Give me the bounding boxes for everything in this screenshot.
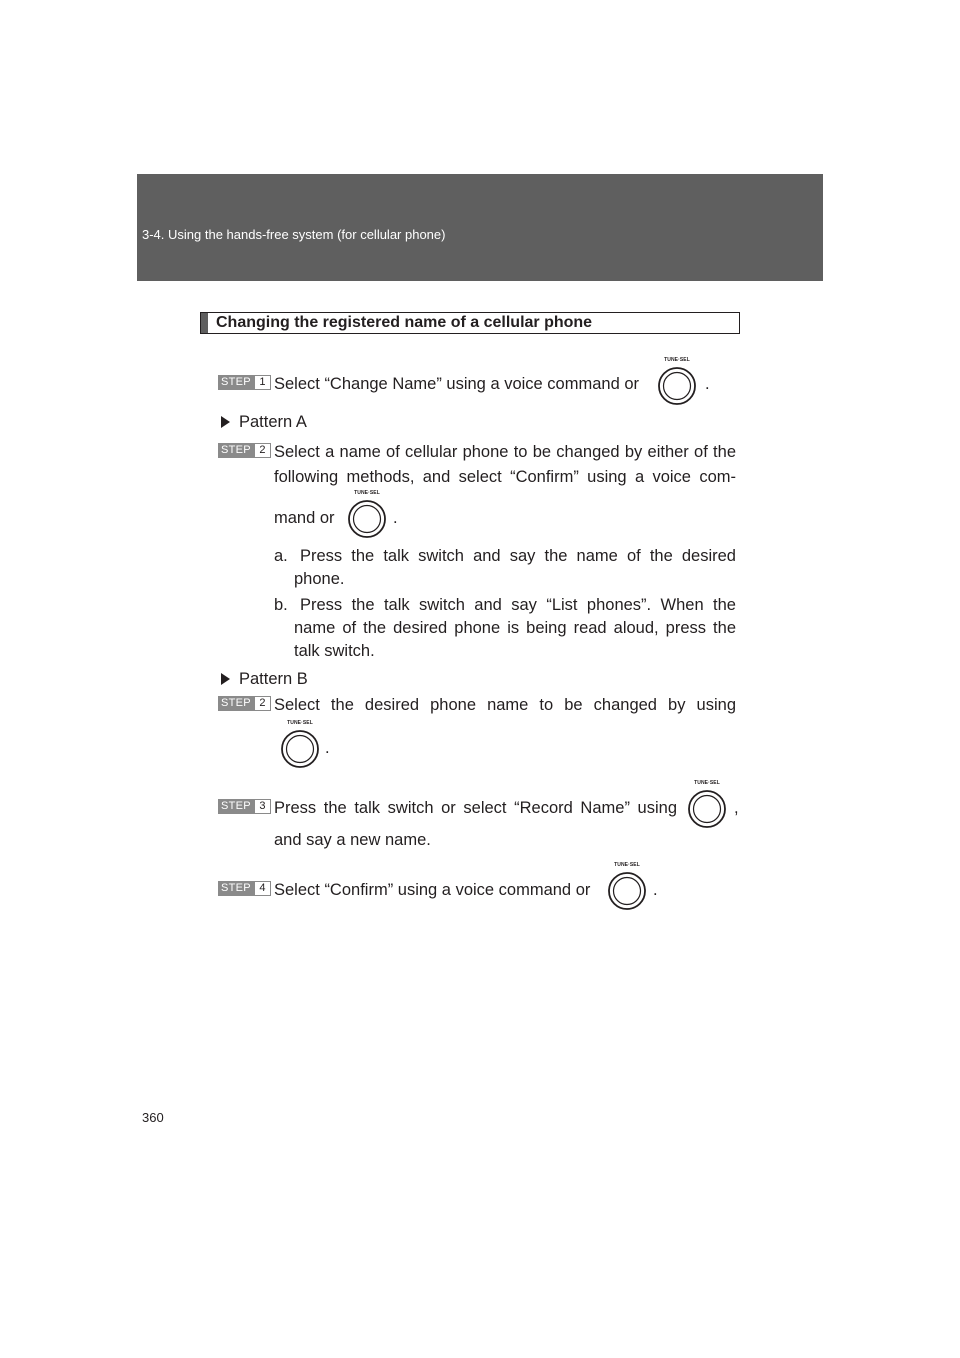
section-accent — [201, 313, 208, 333]
tune-sel-knob-icon — [654, 357, 700, 413]
step-2a-line-2: following methods, and select “Confirm” using a voice com- — [274, 468, 736, 486]
tune-sel-knob-icon — [344, 490, 390, 546]
page-number: 360 — [142, 1110, 164, 1125]
item-a-marker: a. — [274, 547, 288, 565]
tune-sel-knob-icon — [684, 780, 730, 836]
knob-label: TUNE·SEL — [694, 780, 720, 786]
step-4-period: . — [653, 881, 658, 899]
knob-label: TUNE·SEL — [287, 720, 313, 726]
step-1-period: . — [705, 375, 710, 393]
section-title: Changing the registered name of a cellular phone — [216, 314, 593, 331]
pattern-b-label: Pattern B — [239, 670, 308, 688]
step-number: 4 — [254, 881, 271, 896]
step-4-badge — [218, 881, 271, 896]
tune-sel-knob-icon — [604, 862, 650, 918]
knob-label: TUNE·SEL — [354, 490, 380, 496]
item-a-line-2: phone. — [294, 570, 345, 588]
pattern-arrow-icon — [221, 673, 230, 685]
step-2b-period: . — [325, 739, 330, 757]
step-number: 2 — [254, 443, 271, 458]
step-3-line-1: Press the talk switch or select “Record Name” using — [274, 799, 677, 817]
step-1-badge — [218, 375, 271, 390]
step-number: 1 — [254, 375, 271, 390]
item-b-line-3: talk switch. — [294, 642, 375, 660]
item-b-line-1: Press the talk switch and say “List phones”. When the — [300, 596, 736, 614]
step-label: STEP — [218, 443, 254, 458]
step-2a-line-3: mand or — [274, 509, 335, 527]
knob-label: TUNE·SEL — [614, 862, 640, 868]
step-number: 2 — [254, 696, 271, 711]
step-label: STEP — [218, 375, 254, 390]
item-b-marker: b. — [274, 596, 288, 614]
step-label: STEP — [218, 696, 254, 711]
item-b-line-2: name of the desired phone is being read aloud, press the — [294, 619, 736, 637]
pattern-a-label: Pattern A — [239, 413, 307, 431]
step-4-text: Select “Confirm” using a voice command or — [274, 881, 591, 899]
tune-sel-knob-icon — [277, 720, 323, 776]
step-3-comma: , — [734, 799, 739, 817]
step-number: 3 — [254, 799, 271, 814]
step-label: STEP — [218, 799, 254, 814]
step-2b-line-1: Select the desired phone name to be changed by using — [274, 696, 736, 714]
step-3-line-2: and say a new name. — [274, 831, 431, 849]
step-2a-period: . — [393, 509, 398, 527]
chapter-header: 3-4. Using the hands-free system (for cellular phone) — [142, 227, 446, 242]
item-a-line-1: Press the talk switch and say the name of the desired — [300, 547, 736, 565]
step-2a-badge — [218, 443, 271, 458]
step-3-badge — [218, 799, 271, 814]
step-2b-badge — [218, 696, 271, 711]
step-label: STEP — [218, 881, 254, 896]
knob-label: TUNE·SEL — [664, 357, 690, 363]
section-title-bar — [200, 312, 740, 334]
pattern-arrow-icon — [221, 416, 230, 428]
step-1-text: Select “Change Name” using a voice command or — [274, 375, 640, 393]
step-2a-line-1: Select a name of cellular phone to be changed by either of the — [274, 443, 736, 461]
